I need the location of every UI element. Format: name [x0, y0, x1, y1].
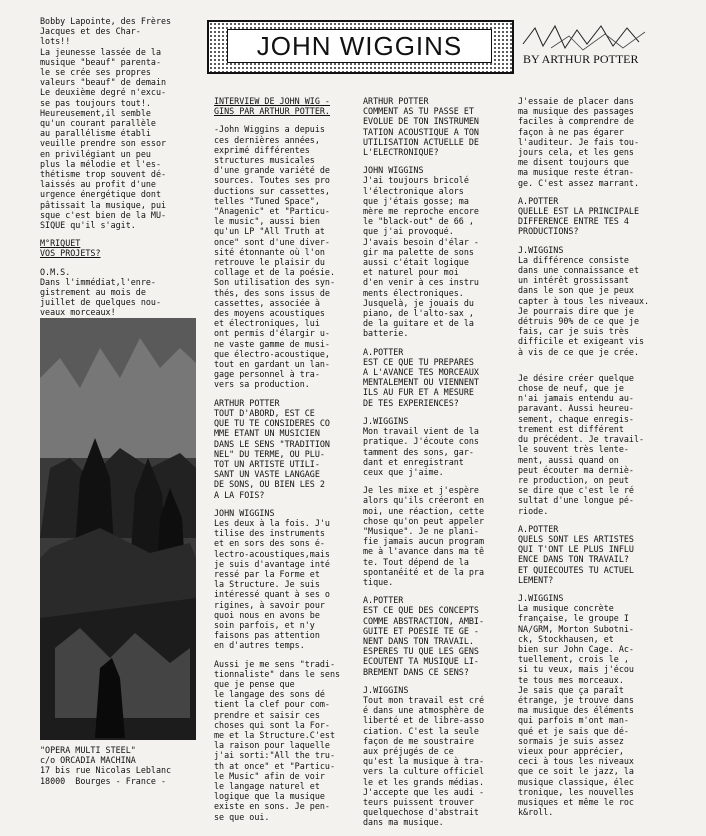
question: A.POTTER EST CE QUE DES CONCEPTS COMME ABSTRACTION, AMBI- GUITE ET POESIE TE GE - NENT DANS TON TRAVAIL. ESPERES TU QUE LES GENS ECOUTENT TA MUSIQUE LI- BREMENT DANS CE SENS?	[363, 595, 485, 677]
question: A.POTTER QUELLE EST LA PRINCIPALE DIFFERENCE ENTRE TES 4 PRODUCTIONS?	[518, 195, 640, 237]
paragraph: J'essaie de placer dans ma musique des passages faciles à comprendre de façon à ne pas égarer l'auditeur. Je fais tou- jours cela, et les gens me disent toujours que ma musique reste étran- ge. C'est assez marrant.	[518, 96, 640, 188]
title-frame	[227, 29, 492, 63]
decorative-zigzag	[521, 22, 691, 52]
paragraph: Je désire créer quelque chose de neuf, que je n'ai jamais entendu au- paravant. Aussi heureu- sement, chaque enregis- trement est différent du précédent. Je travail- le souvent très lente- ment, aussi quand on peut écouter ma derniè- re production, on peut se dire que c'est le ré sultat d'une longue pé- riode.	[518, 372, 645, 516]
answer: O.M.S. Dans l'immédiat,l'enre- gistrement au mois de juillet de quelques nou- veaux morceaux!	[40, 266, 162, 318]
byline: BY ARTHUR POTTER	[523, 52, 639, 66]
answer: J.WIGGINS La différence consiste dans une connaissance et un intérêt grossissant dans le son que je peux capter à tous les niveaux. Je pourrais dire que je détruis 90% de ce que je fais, car je suis très difficile et exigeant vis à vis de ce que je crée.	[518, 244, 650, 357]
column-4	[518, 96, 690, 825]
caption-line: c/o ORCADIA MACHINA	[40, 755, 136, 766]
band-photo	[40, 318, 196, 740]
answer: JOHN WIGGINS J'ai toujours bricolé l'électronique alors que j'étais gosse; ma mère me reproche encore le "black-out" de 66 , que j'ai provoqué. J'avais besoin d'élar - gir ma palette de sons aussi c'était logique et naturel pour moi d'en venir à ces instru ments électroniques. Jusquelà, je jouais du piano, de l'alto-sax , de la guitare et de la batterie.	[363, 165, 479, 339]
paragraph: -John Wiggins a depuis ces dernières années, exprimé différentes structures musicales d'une grande variété de sources. Toutes ses pro ductions sur cassettes, telles "Tuned Space", "Anagenic" et "Particu- le music", aussi bien qu'un LP "All Truth at once" sont d'une diver- sité étonnante où l'on retrouve le plaisir du collage et de la poésie. Son utilisation des syn- thés, des sons issus de cassettes, associée à des moyens acoustiques et électroniques, lui ont permis d'élargir u- ne vaste gamme de musi- que électro-acoustique, tout en gardant un lan- gage personnel à tra- vers sa production.	[214, 124, 336, 390]
title-banner	[207, 20, 514, 74]
caption-line: 18000 Bourges - France -	[40, 775, 167, 786]
column-3	[363, 96, 513, 836]
paragraph: Aussi je me sens "tradi- tionnaliste" dans le sens que je pense que le langage des sons dé tient la clef pour com- prendre et saisir ces choses qui sont la For- me et la Structure.C'est la raison pour laquelle j'ai sorti:"All the tru- th at once" et "Particu- le Music" afin de voir le langage naturel et logique que la musique existe en sons. Je pen- se que oui.	[214, 658, 341, 822]
caption-line: "OPERA MULTI STEEL"	[40, 745, 136, 755]
column-1	[40, 16, 200, 326]
question: ARTHUR POTTER COMMENT AS TU PASSE ET EVOLUE DE TON INSTRUMEN TATION ACOUSTIQUE A TON UTILISATION ACTUELLE DE L'ELECTRONIQUE?	[363, 96, 479, 158]
question: A.POTTER EST CE QUE TU PREPARES A L'AVANCE TES MORCEAUX MENTALEMENT OU VIENNENT ILS AU FUR ET A MESURE DE TES EXPERIENCES?	[363, 346, 479, 408]
question: A.POTTER QUELS SONT LES ARTISTES QUI T'ONT LE PLUS INFLU ENCE DANS TON TRAVAIL? ET QUIECOUTES TU ACTUEL LEMENT?	[518, 523, 634, 585]
question: M°RIQUET VOS PROJETS?	[40, 238, 101, 259]
answer: J.WIGGINS Mon travail vient de la pratique. J'écoute cons tamment des sons, gar- dant et enregistrant ceux que j'aime.	[363, 415, 479, 477]
answer: J.WIGGINS Tout mon travail est cré é dans une atmosphère de liberté et de libre-asso ciation. C'est la seule façon de me soustraire aux préjugés de ce qu'est la musique à tra- vers la culture officiel le et les grands médias. J'accepte que les audi - teurs puissent trouver quelquechose d'abstrait dans ma musique.	[363, 684, 485, 828]
question: ARTHUR POTTER TOUT D'ABORD, EST CE QUE TU TE CONSIDERES CO MME ETANT UN MUSICIEN DANS LE SENS "TRADITION NEL" DU TERME, OU PLU- TOT UN ARTISTE UTILI- SANT UN VASTE LANGAGE DE SONS, OU BIEN LES 2 A LA FOIS?	[214, 397, 330, 500]
paragraph: Je les mixe et j'espère alors qu'ils créeront en moi, une réaction, cette chose qu'on peut appeler "Musique". Je ne plani- fie jamais aucun program me à l'avance dans ma tê te. Tout dépend de la spontanéité et de la pra tique.	[363, 485, 485, 587]
answer: J.WIGGINS La musique concrète française, le groupe I NA/GRM, Morton Subotni- ck, Stockhausen, et bien sur John Cage. Ac- tuellement, crois le , si tu veux, mais j'écou te tous mes morceaux. Je sais que ça paraît étrange, je trouve dans ma musique des éléments qui parfois m'ont man- qué et je sais que dé- sormais je suis assez vieux pour apprécier, ceci à tous les niveaux que ce soit le jazz, la musique classique, élec tronique, les nouvelles musiques et même le roc k&roll.	[518, 592, 634, 818]
contact-address	[40, 745, 210, 786]
answer: JOHN WIGGINS Les deux à la fois. J'u tilise des instruments et en sors des sons é- lectro-acoustiques,mais je suis d'avantage inté ressé par la Forme et la Structure. Je suis intéressé quant à ses o rigines, à savoir pour quoi nous en avons be soin parfois, et n'y faisons pas attention en d'autres temps.	[214, 507, 330, 651]
paragraph: Bobby Lapointe, des Frères Jacques et des Char- lots!! La jeunesse lassée de la musique "beauf" parenta- le se crée ses propres valeurs "beauf" de demain Le deuxième degré n'excu- se pas toujours tout!. Heureusement,il semble qu'un courant parallèle au parallélisme établi veuille prendre son essor en privilégiant un peu plus la mélodie et l'es- thétisme trop souvent dé- laissés au profit d'une urgence énergétique dont pâtissait la musique, pui sque c'est bien de la MU- SIQUE qu'il s'agit.	[40, 16, 172, 231]
article-title: JOHN WIGGINS	[256, 30, 463, 61]
interview-heading: INTERVIEW DE JOHN WIG - GINS PAR ARTHUR POTTER.	[214, 96, 330, 117]
caption-line: 17 bis rue Nicolas Leblanc	[40, 765, 172, 776]
column-2	[214, 96, 356, 830]
